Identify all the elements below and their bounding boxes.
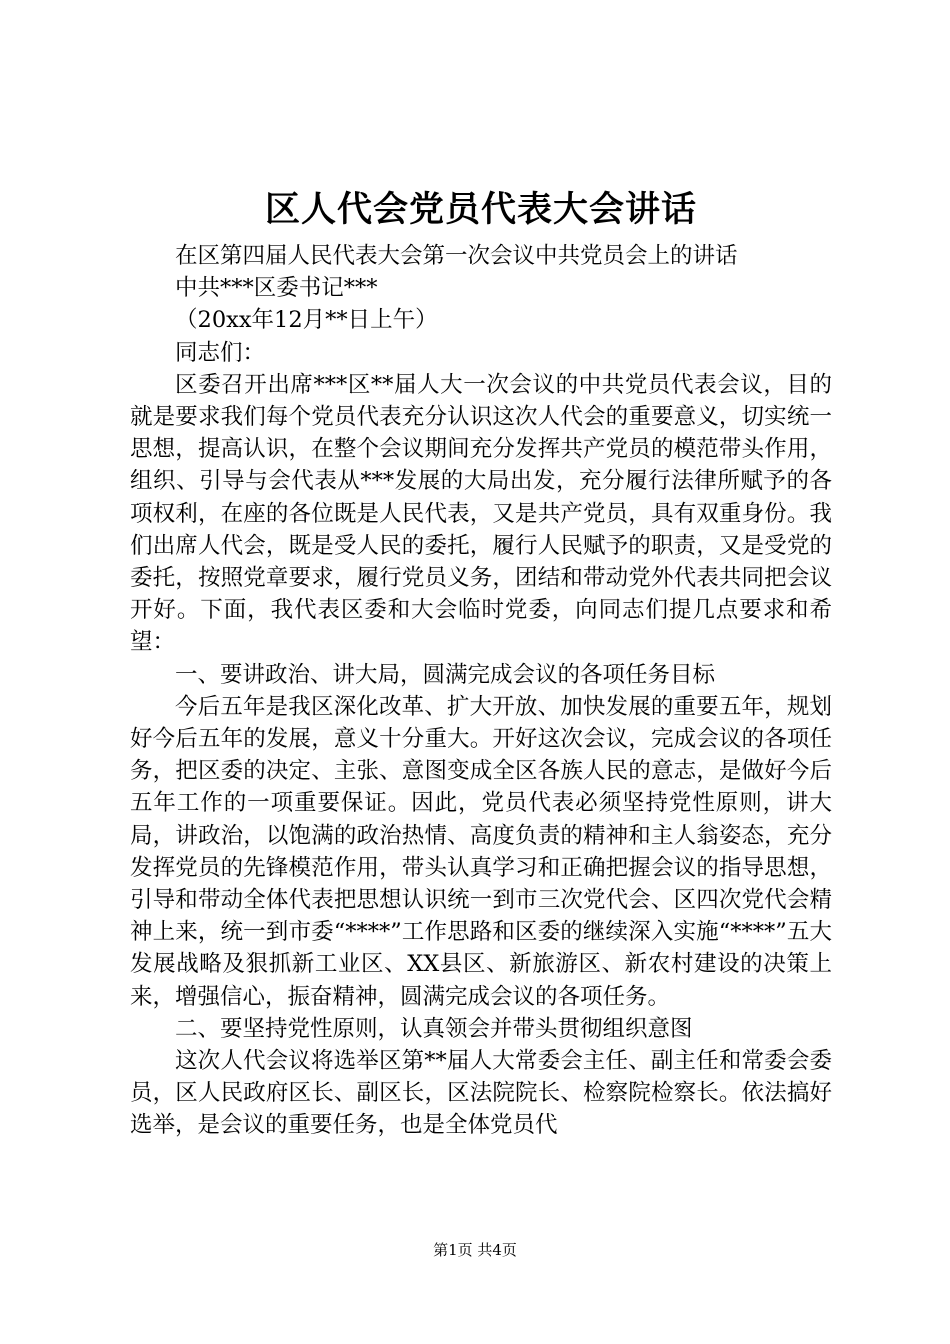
paragraph-date: （20xx年12月**日上午）	[175, 307, 438, 334]
paragraph-body: 区委召开出席***区**届人大一次会议的中共党员代表会议，目的就是要求我们每个党员代表充分认识这次人代会的重要意义，切实统一思想，提高认识，在整个会议期间充分发挥共产党员的模范带头作用，组织、引导与会代表从***发展的大局出发，充分履行法律所赋予的各项权利，在座的各位既是人民代表，又是共产党员，具有双重身份。我们出席人代会，既是受人民的委托，履行人民赋予的职责，又是受党的委托，按照党章要求，履行党员义务，团结和带动党外代表共同把会议开好。下面，我代表区委和大会临时党委，向同志们提几点要求和希望：	[130, 371, 832, 656]
section-heading: 二、要坚持党性原则，认真领会并带头贯彻组织意图	[175, 1015, 693, 1042]
paragraph-salutation: 同志们：	[175, 339, 266, 366]
page-footer: 第1页 共4页	[433, 1241, 517, 1259]
section-heading: 一、要讲政治、讲大局，圆满完成会议的各项任务目标	[175, 661, 716, 688]
paragraph-author: 中共***区委书记***	[175, 275, 378, 302]
paragraph-body: 今后五年是我区深化改革、扩大开放、加快发展的重要五年，规划好今后五年的发展，意义十分重大。开好这次会议，完成会议的各项任务，把区委的决定、主张、意图变成全区各族人民的意志，是做好今后五年工作的一项重要保证。因此，党员代表必须坚持党性原则，讲大局，讲政治，以饱满的政治热情、高度负责的精神和主人翁姿态，充分发挥党员的先锋模范作用，带头认真学习和正确把握会议的指导思想，引导和带动全体代表把思想认识统一到市三次党代会、区四次党代会精神上来，统一到市委“****”工作思路和区委的继续深入实施“****”五大发展战略及狠抓新工业区、XX县区、新旅游区、新农村建设的决策上来，增强信心，振奋精神，圆满完成会议的各项任务。	[130, 693, 832, 1010]
paragraph-subtitle: 在区第四届人民代表大会第一次会议中共党员会上的讲话	[175, 243, 738, 269]
document-title: 区人代会党员代表大会讲话	[264, 189, 697, 230]
paragraph-body: 这次人代会议将选举区第**届人大常委会主任、副主任和常委会委员，区人民政府区长、副区长，区法院院长、检察院检察长。依法搞好选举，是会议的重要任务，也是全体党员代	[130, 1048, 832, 1139]
document-page	[130, 180, 832, 1142]
